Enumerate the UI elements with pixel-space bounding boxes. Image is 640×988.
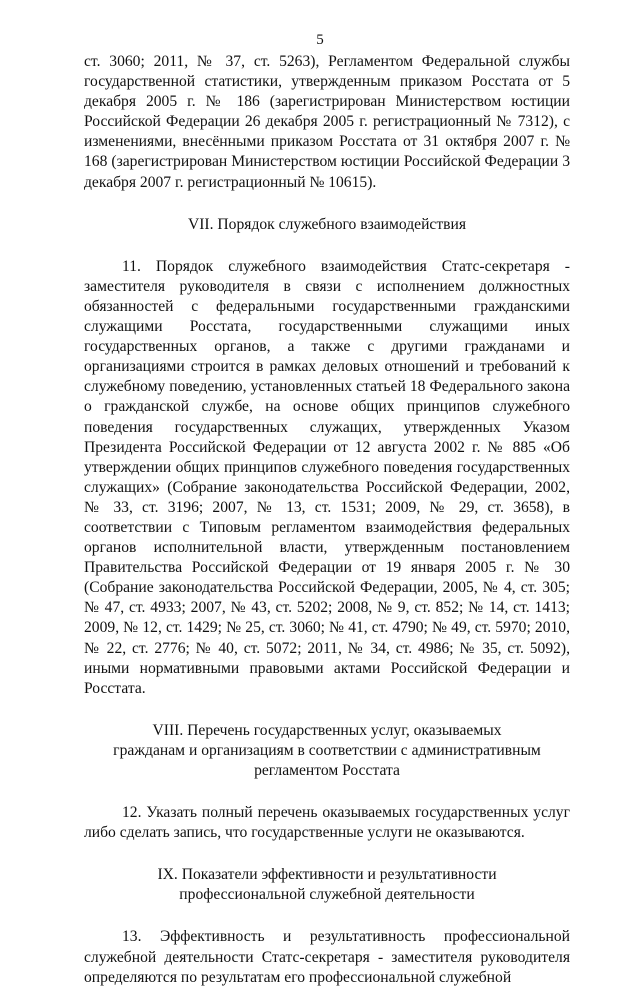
section-heading-ix [84, 865, 570, 905]
section-heading-viii-line-2: гражданам и организациям в соответствии с административным [113, 741, 541, 759]
page-content [84, 52, 570, 988]
section-heading-viii [84, 721, 570, 781]
paragraph-11: 11. Порядок служебного взаимодействия Статс-секретаря - заместителя руководителя в связи с исполнением должностных обязанностей с федеральными государственными гражданскими служащими Росстата, государственными служащими иных государственных органов, а также с другими гражданами и организациями строится в рамках деловых отношений и требований к служебному поведению, установленных статьей 18 Федерального закона о гражданской службе, на основе общих принципов служебного поведения государственных служащих, утвержденных Указом Президента Российской Федерации от 12 августа 2002 г. № 885 «Об утверждении общих принципов служебного поведения государственных служащих» (Собрание законодательства Российской Федерации, 2002, № 33, ст. 3196; 2007, № 13, ст. 1531; 2009, № 29, ст. 3658), в соответствии с Типовым регламентом взаимодействия федеральных органов исполнительной власти, утвержденным постановлением Правительства Российской Федерации от 19 января 2005 г. № 30 (Собрание законодательства Российской Федерации, 2005, № 4, ст. 305; № 47, ст. 4933; 2007, № 43, ст. 5202; 2008, № 9, ст. 852; № 14, ст. 1413; 2009, № 12, ст. 1429; № 25, ст. 3060; № 41, ст. 4790; № 49, ст. 5970; 2010, № 22, ст. 2776; № 40, ст. 5072; 2011, № 34, ст. 4986; № 35, ст. 5092), иными нормативными правовыми актами Российской Федерации и Росстата. [84, 257, 570, 697]
paragraph-13: 13. Эффективность и результативность профессиональной служебной деятельности Статс-секретаря - заместителя руководителя определяются по результатам его профессиональной служебной [84, 928, 570, 986]
continuation-paragraph: ст. 3060; 2011, № 37, ст. 5263), Регламентом Федеральной службы государственной статистики, утвержденным приказом Росстата от 5 декабря 2005 г. № 186 (зарегистрирован Министерством юстиции Российской Федерации 26 декабря 2005 г. регистрационный № 7312), с изменениями, внесёнными приказом Росстата от 31 октября 2007 г. № 168 (зарегистрирован Министерством юстиции Российской Федерации 3 декабря 2007 г. регистрационный № 10615). [84, 53, 570, 191]
page-number: 5 [316, 32, 324, 48]
section-heading-ix-line-1: IX. Показатели эффективности и результативности [157, 866, 497, 884]
section-heading-viii-line-1: VIII. Перечень государственных услуг, оказываемых [152, 721, 502, 739]
section-heading-ix-line-2: профессиональной служебной деятельности [179, 886, 475, 904]
section-heading-vii: VII. Порядок служебного взаимодействия [187, 215, 467, 233]
paragraph-12: 12. Указать полный перечень оказываемых государственных услуг либо сделать запись, что государственные услуги не оказываются. [84, 804, 570, 842]
section-heading-viii-line-3: регламентом Росстата [254, 762, 400, 779]
